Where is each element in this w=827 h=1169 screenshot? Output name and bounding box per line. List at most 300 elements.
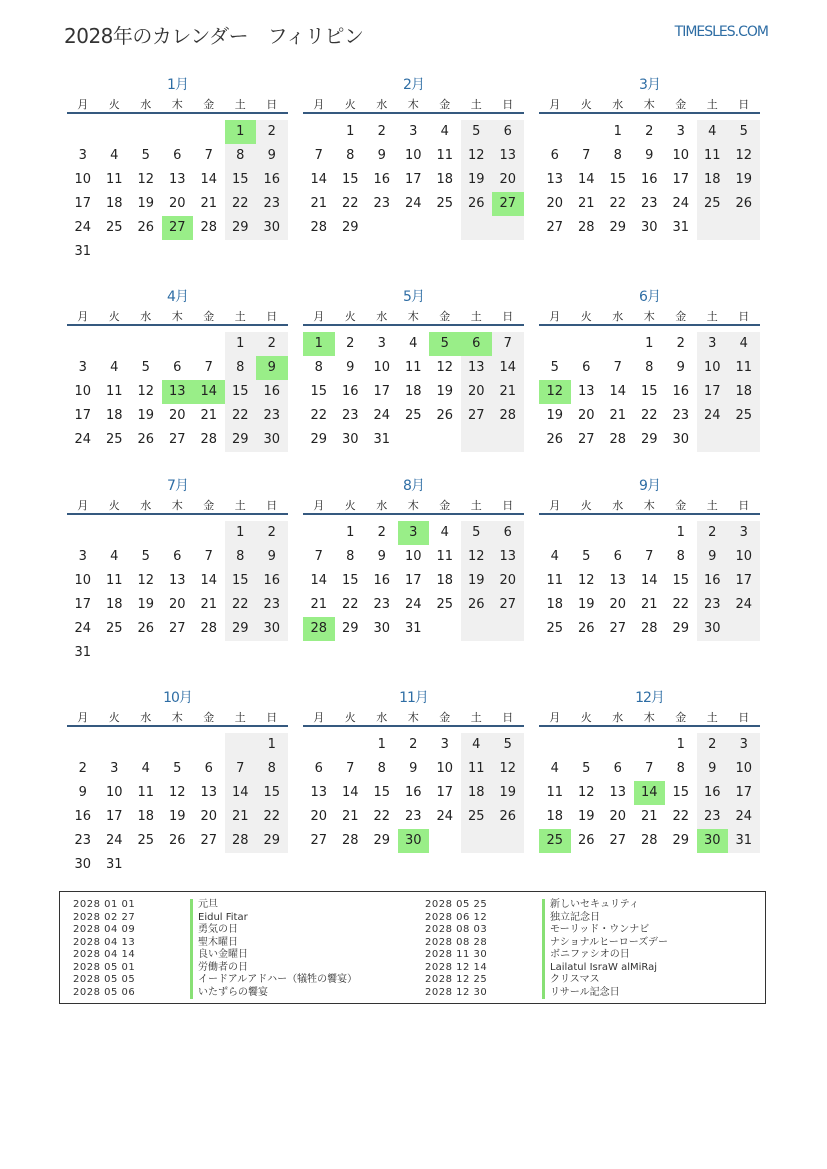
day-cell[interactable]: 21: [609, 408, 627, 423]
day-cell[interactable]: 11: [105, 384, 123, 399]
day-cell[interactable]: 18: [105, 196, 123, 211]
day-cell[interactable]: 28: [640, 621, 658, 636]
day-cell[interactable]: 17: [74, 196, 92, 211]
day-cell[interactable]: 22: [225, 593, 257, 617]
day-cell[interactable]: 29: [310, 432, 328, 447]
day-cell[interactable]: 11: [105, 172, 123, 187]
day-cell[interactable]: 24: [373, 408, 391, 423]
day-cell[interactable]: 8: [256, 757, 288, 781]
day-cell[interactable]: 26: [728, 192, 760, 216]
day-cell[interactable]: 10: [728, 545, 760, 569]
day-cell[interactable]: 15: [373, 785, 391, 800]
day-cell[interactable]: 18: [105, 408, 123, 423]
day-cell[interactable]: 1: [613, 124, 622, 139]
day-cell[interactable]: 12: [436, 360, 454, 375]
day-cell[interactable]: 4: [440, 124, 449, 139]
day-cell[interactable]: 17: [373, 384, 391, 399]
day-cell[interactable]: 29: [341, 220, 359, 235]
day-cell[interactable]: 9: [697, 757, 729, 781]
day-cell[interactable]: 8: [225, 545, 257, 569]
day-cell[interactable]: 5: [728, 120, 760, 144]
day-cell[interactable]: 28: [492, 404, 524, 428]
day-cell[interactable]: 11: [137, 785, 155, 800]
day-cell[interactable]: 7: [645, 549, 654, 564]
day-cell[interactable]: 18: [697, 168, 729, 192]
holiday-day-cell[interactable]: 27: [162, 216, 194, 240]
day-cell[interactable]: 24: [105, 833, 123, 848]
day-cell[interactable]: 25: [697, 192, 729, 216]
day-cell[interactable]: 16: [640, 172, 658, 187]
day-cell[interactable]: 6: [492, 521, 524, 545]
day-cell[interactable]: 7: [346, 761, 355, 776]
day-cell[interactable]: 13: [310, 785, 328, 800]
day-cell[interactable]: 26: [577, 833, 595, 848]
day-cell[interactable]: 6: [613, 549, 622, 564]
day-cell[interactable]: 20: [609, 597, 627, 612]
day-cell[interactable]: 31: [74, 244, 92, 259]
day-cell[interactable]: 30: [341, 432, 359, 447]
day-cell[interactable]: 25: [461, 805, 493, 829]
day-cell[interactable]: 4: [409, 336, 418, 351]
day-cell[interactable]: 29: [373, 833, 391, 848]
holiday-day-cell[interactable]: 14: [193, 380, 225, 404]
day-cell[interactable]: 23: [373, 196, 391, 211]
day-cell[interactable]: 7: [492, 332, 524, 356]
day-cell[interactable]: 8: [676, 761, 685, 776]
day-cell[interactable]: 20: [168, 196, 186, 211]
day-cell[interactable]: 17: [728, 569, 760, 593]
day-cell[interactable]: 5: [141, 148, 150, 163]
day-cell[interactable]: 14: [310, 573, 328, 588]
day-cell[interactable]: 13: [609, 785, 627, 800]
day-cell[interactable]: 3: [78, 148, 87, 163]
day-cell[interactable]: 22: [609, 196, 627, 211]
day-cell[interactable]: 15: [640, 384, 658, 399]
day-cell[interactable]: 12: [728, 144, 760, 168]
day-cell[interactable]: 9: [645, 148, 654, 163]
day-cell[interactable]: 16: [74, 809, 92, 824]
day-cell[interactable]: 13: [492, 144, 524, 168]
holiday-day-cell[interactable]: 5: [429, 332, 461, 356]
day-cell[interactable]: 14: [492, 356, 524, 380]
day-cell[interactable]: 31: [74, 645, 92, 660]
day-cell[interactable]: 8: [346, 148, 355, 163]
day-cell[interactable]: 23: [404, 809, 422, 824]
day-cell[interactable]: 3: [78, 360, 87, 375]
day-cell[interactable]: 29: [225, 428, 257, 452]
day-cell[interactable]: 20: [200, 809, 218, 824]
day-cell[interactable]: 25: [404, 408, 422, 423]
day-cell[interactable]: 2: [645, 124, 654, 139]
day-cell[interactable]: 10: [74, 573, 92, 588]
holiday-day-cell[interactable]: 13: [162, 380, 194, 404]
day-cell[interactable]: 1: [346, 525, 355, 540]
day-cell[interactable]: 18: [436, 573, 454, 588]
day-cell[interactable]: 21: [640, 809, 658, 824]
day-cell[interactable]: 4: [110, 549, 119, 564]
day-cell[interactable]: 24: [404, 597, 422, 612]
day-cell[interactable]: 9: [256, 545, 288, 569]
day-cell[interactable]: 8: [645, 360, 654, 375]
day-cell[interactable]: 8: [613, 148, 622, 163]
day-cell[interactable]: 4: [697, 120, 729, 144]
day-cell[interactable]: 2: [256, 521, 288, 545]
day-cell[interactable]: 26: [546, 432, 564, 447]
day-cell[interactable]: 1: [256, 733, 288, 757]
day-cell[interactable]: 25: [436, 597, 454, 612]
day-cell[interactable]: 10: [697, 356, 729, 380]
day-cell[interactable]: 23: [256, 404, 288, 428]
day-cell[interactable]: 4: [110, 360, 119, 375]
day-cell[interactable]: 20: [168, 597, 186, 612]
day-cell[interactable]: 24: [74, 432, 92, 447]
day-cell[interactable]: 26: [436, 408, 454, 423]
day-cell[interactable]: 29: [672, 621, 690, 636]
day-cell[interactable]: 11: [546, 573, 564, 588]
day-cell[interactable]: 26: [461, 593, 493, 617]
holiday-day-cell[interactable]: 9: [256, 356, 288, 380]
day-cell[interactable]: 4: [550, 761, 559, 776]
day-cell[interactable]: 30: [256, 428, 288, 452]
day-cell[interactable]: 17: [697, 380, 729, 404]
day-cell[interactable]: 7: [582, 148, 591, 163]
day-cell[interactable]: 24: [672, 196, 690, 211]
day-cell[interactable]: 3: [377, 336, 386, 351]
day-cell[interactable]: 19: [168, 809, 186, 824]
day-cell[interactable]: 19: [461, 168, 493, 192]
day-cell[interactable]: 5: [582, 761, 591, 776]
day-cell[interactable]: 14: [577, 172, 595, 187]
day-cell[interactable]: 14: [200, 172, 218, 187]
day-cell[interactable]: 10: [728, 757, 760, 781]
day-cell[interactable]: 20: [461, 380, 493, 404]
day-cell[interactable]: 1: [645, 336, 654, 351]
day-cell[interactable]: 28: [577, 220, 595, 235]
day-cell[interactable]: 10: [105, 785, 123, 800]
day-cell[interactable]: 20: [577, 408, 595, 423]
day-cell[interactable]: 26: [137, 220, 155, 235]
day-cell[interactable]: 17: [728, 781, 760, 805]
day-cell[interactable]: 12: [137, 384, 155, 399]
day-cell[interactable]: 5: [492, 733, 524, 757]
day-cell[interactable]: 18: [137, 809, 155, 824]
day-cell[interactable]: 29: [225, 216, 257, 240]
day-cell[interactable]: 23: [672, 408, 690, 423]
day-cell[interactable]: 19: [137, 408, 155, 423]
day-cell[interactable]: 27: [609, 621, 627, 636]
day-cell[interactable]: 27: [492, 593, 524, 617]
day-cell[interactable]: 4: [550, 549, 559, 564]
day-cell[interactable]: 19: [577, 809, 595, 824]
day-cell[interactable]: 29: [672, 833, 690, 848]
day-cell[interactable]: 5: [173, 761, 182, 776]
day-cell[interactable]: 3: [78, 549, 87, 564]
day-cell[interactable]: 16: [373, 573, 391, 588]
day-cell[interactable]: 21: [310, 597, 328, 612]
day-cell[interactable]: 5: [461, 120, 493, 144]
day-cell[interactable]: 22: [341, 196, 359, 211]
holiday-day-cell[interactable]: 1: [225, 120, 257, 144]
day-cell[interactable]: 28: [341, 833, 359, 848]
day-cell[interactable]: 4: [728, 332, 760, 356]
day-cell[interactable]: 19: [137, 196, 155, 211]
day-cell[interactable]: 2: [78, 761, 87, 776]
day-cell[interactable]: 16: [256, 168, 288, 192]
day-cell[interactable]: 1: [377, 737, 386, 752]
day-cell[interactable]: 17: [74, 408, 92, 423]
day-cell[interactable]: 23: [640, 196, 658, 211]
day-cell[interactable]: 2: [377, 124, 386, 139]
day-cell[interactable]: 7: [225, 757, 257, 781]
day-cell[interactable]: 11: [728, 356, 760, 380]
day-cell[interactable]: 1: [346, 124, 355, 139]
day-cell[interactable]: 27: [461, 404, 493, 428]
day-cell[interactable]: 14: [225, 781, 257, 805]
day-cell[interactable]: 19: [436, 384, 454, 399]
day-cell[interactable]: 24: [436, 809, 454, 824]
day-cell[interactable]: 7: [204, 549, 213, 564]
day-cell[interactable]: 29: [640, 432, 658, 447]
day-cell[interactable]: 6: [204, 761, 213, 776]
day-cell[interactable]: 28: [200, 432, 218, 447]
holiday-day-cell[interactable]: 1: [303, 332, 335, 356]
day-cell[interactable]: 26: [492, 805, 524, 829]
day-cell[interactable]: 29: [609, 220, 627, 235]
day-cell[interactable]: 28: [200, 220, 218, 235]
day-cell[interactable]: 21: [200, 196, 218, 211]
day-cell[interactable]: 25: [137, 833, 155, 848]
day-cell[interactable]: 18: [546, 809, 564, 824]
day-cell[interactable]: 11: [546, 785, 564, 800]
day-cell[interactable]: 15: [341, 172, 359, 187]
day-cell[interactable]: 29: [256, 829, 288, 853]
day-cell[interactable]: 4: [440, 525, 449, 540]
day-cell[interactable]: 25: [546, 621, 564, 636]
holiday-day-cell[interactable]: 30: [697, 829, 729, 853]
day-cell[interactable]: 14: [200, 573, 218, 588]
day-cell[interactable]: 19: [137, 597, 155, 612]
day-cell[interactable]: 5: [141, 360, 150, 375]
day-cell[interactable]: 2: [676, 336, 685, 351]
day-cell[interactable]: 30: [373, 621, 391, 636]
day-cell[interactable]: 15: [256, 781, 288, 805]
day-cell[interactable]: 12: [577, 785, 595, 800]
day-cell[interactable]: 18: [105, 597, 123, 612]
day-cell[interactable]: 19: [461, 569, 493, 593]
day-cell[interactable]: 27: [200, 833, 218, 848]
day-cell[interactable]: 6: [492, 120, 524, 144]
day-cell[interactable]: 30: [697, 617, 729, 641]
day-cell[interactable]: 9: [409, 761, 418, 776]
day-cell[interactable]: 17: [404, 172, 422, 187]
day-cell[interactable]: 21: [577, 196, 595, 211]
day-cell[interactable]: 21: [200, 408, 218, 423]
holiday-day-cell[interactable]: 27: [492, 192, 524, 216]
day-cell[interactable]: 20: [609, 809, 627, 824]
day-cell[interactable]: 6: [173, 148, 182, 163]
day-cell[interactable]: 5: [582, 549, 591, 564]
day-cell[interactable]: 21: [341, 809, 359, 824]
day-cell[interactable]: 8: [314, 360, 323, 375]
day-cell[interactable]: 22: [225, 404, 257, 428]
day-cell[interactable]: 22: [341, 597, 359, 612]
day-cell[interactable]: 16: [341, 384, 359, 399]
day-cell[interactable]: 28: [310, 220, 328, 235]
day-cell[interactable]: 28: [200, 621, 218, 636]
day-cell[interactable]: 3: [697, 332, 729, 356]
day-cell[interactable]: 12: [137, 172, 155, 187]
day-cell[interactable]: 2: [256, 332, 288, 356]
day-cell[interactable]: 26: [168, 833, 186, 848]
day-cell[interactable]: 29: [225, 617, 257, 641]
day-cell[interactable]: 7: [645, 761, 654, 776]
day-cell[interactable]: 18: [461, 781, 493, 805]
day-cell[interactable]: 30: [256, 617, 288, 641]
day-cell[interactable]: 14: [609, 384, 627, 399]
day-cell[interactable]: 6: [550, 148, 559, 163]
day-cell[interactable]: 27: [168, 621, 186, 636]
day-cell[interactable]: 20: [492, 168, 524, 192]
day-cell[interactable]: 24: [728, 593, 760, 617]
day-cell[interactable]: 19: [546, 408, 564, 423]
day-cell[interactable]: 25: [105, 432, 123, 447]
day-cell[interactable]: 16: [697, 781, 729, 805]
day-cell[interactable]: 21: [200, 597, 218, 612]
day-cell[interactable]: 6: [613, 761, 622, 776]
day-cell[interactable]: 24: [74, 220, 92, 235]
day-cell[interactable]: 6: [173, 360, 182, 375]
day-cell[interactable]: 17: [404, 573, 422, 588]
day-cell[interactable]: 12: [137, 573, 155, 588]
day-cell[interactable]: 3: [110, 761, 119, 776]
day-cell[interactable]: 13: [168, 573, 186, 588]
day-cell[interactable]: 10: [74, 172, 92, 187]
day-cell[interactable]: 24: [404, 196, 422, 211]
day-cell[interactable]: 27: [168, 432, 186, 447]
day-cell[interactable]: 2: [697, 521, 729, 545]
day-cell[interactable]: 3: [728, 521, 760, 545]
day-cell[interactable]: 19: [492, 781, 524, 805]
day-cell[interactable]: 22: [640, 408, 658, 423]
day-cell[interactable]: 23: [373, 597, 391, 612]
day-cell[interactable]: 10: [404, 549, 422, 564]
day-cell[interactable]: 7: [314, 148, 323, 163]
day-cell[interactable]: 8: [377, 761, 386, 776]
day-cell[interactable]: 25: [436, 196, 454, 211]
day-cell[interactable]: 10: [74, 384, 92, 399]
day-cell[interactable]: 17: [74, 597, 92, 612]
day-cell[interactable]: 17: [436, 785, 454, 800]
day-cell[interactable]: 5: [141, 549, 150, 564]
day-cell[interactable]: 11: [461, 757, 493, 781]
day-cell[interactable]: 15: [672, 785, 690, 800]
day-cell[interactable]: 12: [492, 757, 524, 781]
day-cell[interactable]: 7: [314, 549, 323, 564]
day-cell[interactable]: 8: [346, 549, 355, 564]
day-cell[interactable]: 30: [640, 220, 658, 235]
day-cell[interactable]: 15: [225, 168, 257, 192]
day-cell[interactable]: 9: [78, 785, 87, 800]
day-cell[interactable]: 20: [310, 809, 328, 824]
day-cell[interactable]: 24: [697, 404, 729, 428]
day-cell[interactable]: 21: [310, 196, 328, 211]
day-cell[interactable]: 23: [697, 593, 729, 617]
day-cell[interactable]: 23: [697, 805, 729, 829]
day-cell[interactable]: 25: [105, 621, 123, 636]
day-cell[interactable]: 15: [341, 573, 359, 588]
day-cell[interactable]: 16: [404, 785, 422, 800]
day-cell[interactable]: 29: [341, 621, 359, 636]
day-cell[interactable]: 19: [728, 168, 760, 192]
day-cell[interactable]: 14: [640, 573, 658, 588]
day-cell[interactable]: 13: [492, 545, 524, 569]
day-cell[interactable]: 13: [609, 573, 627, 588]
day-cell[interactable]: 20: [168, 408, 186, 423]
day-cell[interactable]: 31: [728, 829, 760, 853]
day-cell[interactable]: 27: [577, 432, 595, 447]
day-cell[interactable]: 3: [676, 124, 685, 139]
day-cell[interactable]: 11: [404, 360, 422, 375]
day-cell[interactable]: 10: [404, 148, 422, 163]
day-cell[interactable]: 26: [577, 621, 595, 636]
day-cell[interactable]: 5: [461, 521, 493, 545]
day-cell[interactable]: 3: [409, 124, 418, 139]
day-cell[interactable]: 16: [697, 569, 729, 593]
day-cell[interactable]: 17: [105, 809, 123, 824]
day-cell[interactable]: 27: [609, 833, 627, 848]
holiday-day-cell[interactable]: 6: [461, 332, 493, 356]
day-cell[interactable]: 9: [377, 549, 386, 564]
day-cell[interactable]: 13: [461, 356, 493, 380]
day-cell[interactable]: 17: [672, 172, 690, 187]
day-cell[interactable]: 16: [256, 380, 288, 404]
day-cell[interactable]: 12: [461, 144, 493, 168]
day-cell[interactable]: 8: [225, 144, 257, 168]
day-cell[interactable]: 30: [74, 857, 92, 872]
day-cell[interactable]: 28: [609, 432, 627, 447]
holiday-day-cell[interactable]: 14: [634, 781, 666, 805]
day-cell[interactable]: 23: [74, 833, 92, 848]
day-cell[interactable]: 28: [640, 833, 658, 848]
day-cell[interactable]: 14: [341, 785, 359, 800]
day-cell[interactable]: 15: [672, 573, 690, 588]
day-cell[interactable]: 3: [728, 733, 760, 757]
day-cell[interactable]: 21: [492, 380, 524, 404]
day-cell[interactable]: 6: [173, 549, 182, 564]
day-cell[interactable]: 26: [137, 621, 155, 636]
day-cell[interactable]: 22: [256, 805, 288, 829]
day-cell[interactable]: 2: [409, 737, 418, 752]
day-cell[interactable]: 15: [310, 384, 328, 399]
day-cell[interactable]: 23: [256, 593, 288, 617]
day-cell[interactable]: 13: [168, 172, 186, 187]
day-cell[interactable]: 13: [546, 172, 564, 187]
day-cell[interactable]: 18: [404, 384, 422, 399]
day-cell[interactable]: 19: [577, 597, 595, 612]
day-cell[interactable]: 25: [728, 404, 760, 428]
holiday-day-cell[interactable]: 12: [539, 380, 571, 404]
day-cell[interactable]: 9: [697, 545, 729, 569]
day-cell[interactable]: 15: [609, 172, 627, 187]
day-cell[interactable]: 20: [492, 569, 524, 593]
day-cell[interactable]: 21: [640, 597, 658, 612]
day-cell[interactable]: 11: [105, 573, 123, 588]
day-cell[interactable]: 21: [225, 805, 257, 829]
day-cell[interactable]: 13: [200, 785, 218, 800]
day-cell[interactable]: 9: [676, 360, 685, 375]
day-cell[interactable]: 12: [461, 545, 493, 569]
day-cell[interactable]: 11: [436, 148, 454, 163]
